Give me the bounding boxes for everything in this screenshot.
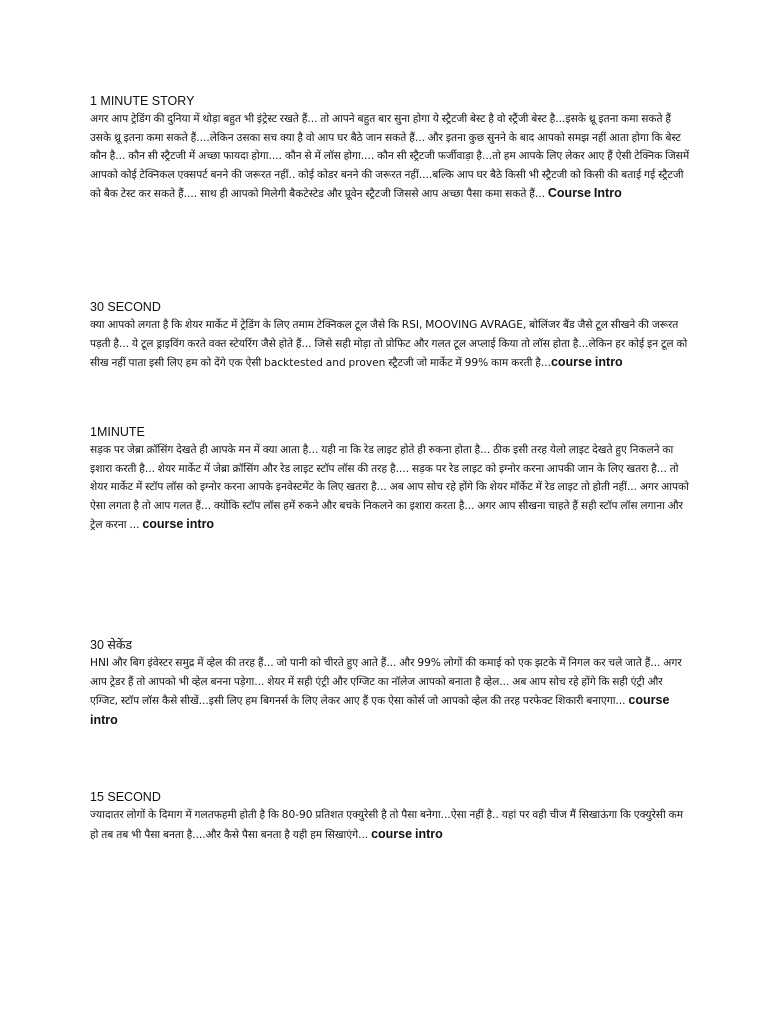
section-heading: 1MINUTE <box>90 425 145 439</box>
course-intro-tag: course intro <box>371 826 443 841</box>
script-section-1minute <box>90 423 690 535</box>
section-body <box>90 316 690 373</box>
section-body <box>90 806 690 844</box>
section-body <box>90 110 690 204</box>
section-body-text: क्या आपको लगता है कि शेयर मार्केट में ट्रेडिंग के लिए तमाम टेक्निकल टूल जैसे कि RSI, MOOVING AVRAGE, बोलिंजर बैंड जैसे टूल सीखने की जरूरत पड़ती है... ये टूल ड्राइविंग करते वक्त स्टेयरिंग जैसे होते हैं... जिसे सही मोड़ा तो प्रोफिट और गलत टूल अप्लाई किया तो लॉस होता है...लेकिन हर कोई इन टूल को सीख नहीं पाता इसी लिए हम को देंगे एक ऐसी backtested and proven स्ट्रैटजी जो मार्केट में 99% काम करती है... <box>90 319 688 369</box>
script-section-30-second <box>90 298 690 373</box>
script-section-1-minute-story <box>90 92 690 204</box>
course-intro-tag: course intro <box>142 517 215 531</box>
section-body-text: HNI और बिग इंवेस्टर समुद्र में व्हेल की तरह हैं... जो पानी को चीरते हुए आते हैं... और 99% लोगों की कमाई को एक झटके में निगल कर चले जाते हैं... अगर आप ट्रेडर हैं तो आपको भी व्हेल बनना पड़ेगा... शेयर में सही एंट्री और एग्जिट का नॉलेज आपको बनाता है व्हेल... अब आप सोच रहे होंगे कि सही एंट्री और एग्जिट, स्टॉप लॉस कैसे सीखें...इसी लिए हम बिगनर्स के लिए लेकर आए हैं एक ऐसा कोर्स जो आपको व्हेल की तरह परफेक्ट शिकारी बनाएगा... <box>90 657 682 707</box>
section-body-text: ज्यादातर लोगों के दिमाग में गलतफहमी होती है कि 80-90 प्रतिशत एक्युरेसी है तो पैसा बनेगा...ऐसा नहीं है.. यहां पर वही चीज मैं सिखाऊंगा कि एक्युरेसी कम हो तब तब भी पैसा बनता है....और कैसे पैसा बनता है यही हम सिखाएंगे... <box>90 809 684 841</box>
section-heading: 1 MINUTE STORY <box>90 94 195 108</box>
section-body <box>90 654 690 730</box>
section-body-text: सड़क पर जेब्रा क्रॉसिंग देखते ही आपके मन में क्या आता है... यही ना कि रेड लाइट होते ही रुकना होता है... ठीक इसी तरह येलो लाइट देखते हुए निकलने का इशारा करती है... शेयर मार्केट में जेब्रा क्रॉसिंग और रेड लाइट स्टॉप लॉस की तरह है.... सड़क पर रेड लाइट को इग्नोर करना आपकी जान के लिए खतरा है... तो शेयर मार्केट में स्टॉप लॉस को इग्नोर करना आपके इनवेस्टमेंट के लिए खतरा है... अब आप सोच रहे होंगे कि शेयर मॉर्केट में रेड लाइट तो होती नहीं... अगर आपको ऐसा लगता है तो आप गलत हैं... क्योंकि स्टॉप लॉस हमें रुकने और बचके निकलने का इशारा करता है... अगर आप सीखना चाहते हैं सही स्टॉप लॉस लगाना और ट्रेल करना ... <box>90 444 689 531</box>
section-body-text: अगर आप ट्रेडिंग की दुनिया में थोड़ा बहुत भी इंट्रेस्ट रखते हैं... तो आपने बहुत बार सुना होगा ये स्ट्रैटजी बेस्ट है वो स्ट्रैंजी बेस्ट है...इसके थ्रू इतना कमा सकते हैं उसके थ्रू इतना कमा सकते हैं....लेकिन उसका सच क्या है वो आप घर बैठे जान सकते हैं... और इतना कुछ सुनने के बाद आपको समझ नहीं आता होगा कि बेस्ट कौन है... कौन सी स्ट्रैटजी में अच्छा फायदा होगा.... कौन से में लॉस होगा.... कौन सी स्ट्रैटजी फर्जीवाड़ा है...तो हम आपके लिए लेकर आए हैं ऐसी टेक्निक जिसमें आपको कोई टेक्निकल एक्सपर्ट बनने की जरूरत नहीं.. कोई कोडर बनने की जरूरत नहीं....बल्कि आप घर बैठे किसी भी स्ट्रैटजी को किसी की बताई गई स्ट्रैटजी को बैक टेस्ट कर सकते हैं.... साथ ही आपको मिलेगी बैकटेस्टेड और प्रूवेन स्ट्रैटजी जिससे आप अच्छा पैसा कमा सकते हैं... <box>90 113 690 200</box>
section-heading: 15 SECOND <box>90 790 161 804</box>
section-body <box>90 441 690 535</box>
course-intro-tag: course intro <box>90 693 670 727</box>
course-intro-tag: course intro <box>550 355 623 369</box>
section-heading: 30 SECOND <box>90 300 161 314</box>
script-section-15-second <box>90 788 690 844</box>
script-section-30-second-hindi <box>90 636 690 730</box>
section-heading: 30 सेकेंड <box>90 638 133 652</box>
course-intro-tag: Course Intro <box>547 186 622 200</box>
